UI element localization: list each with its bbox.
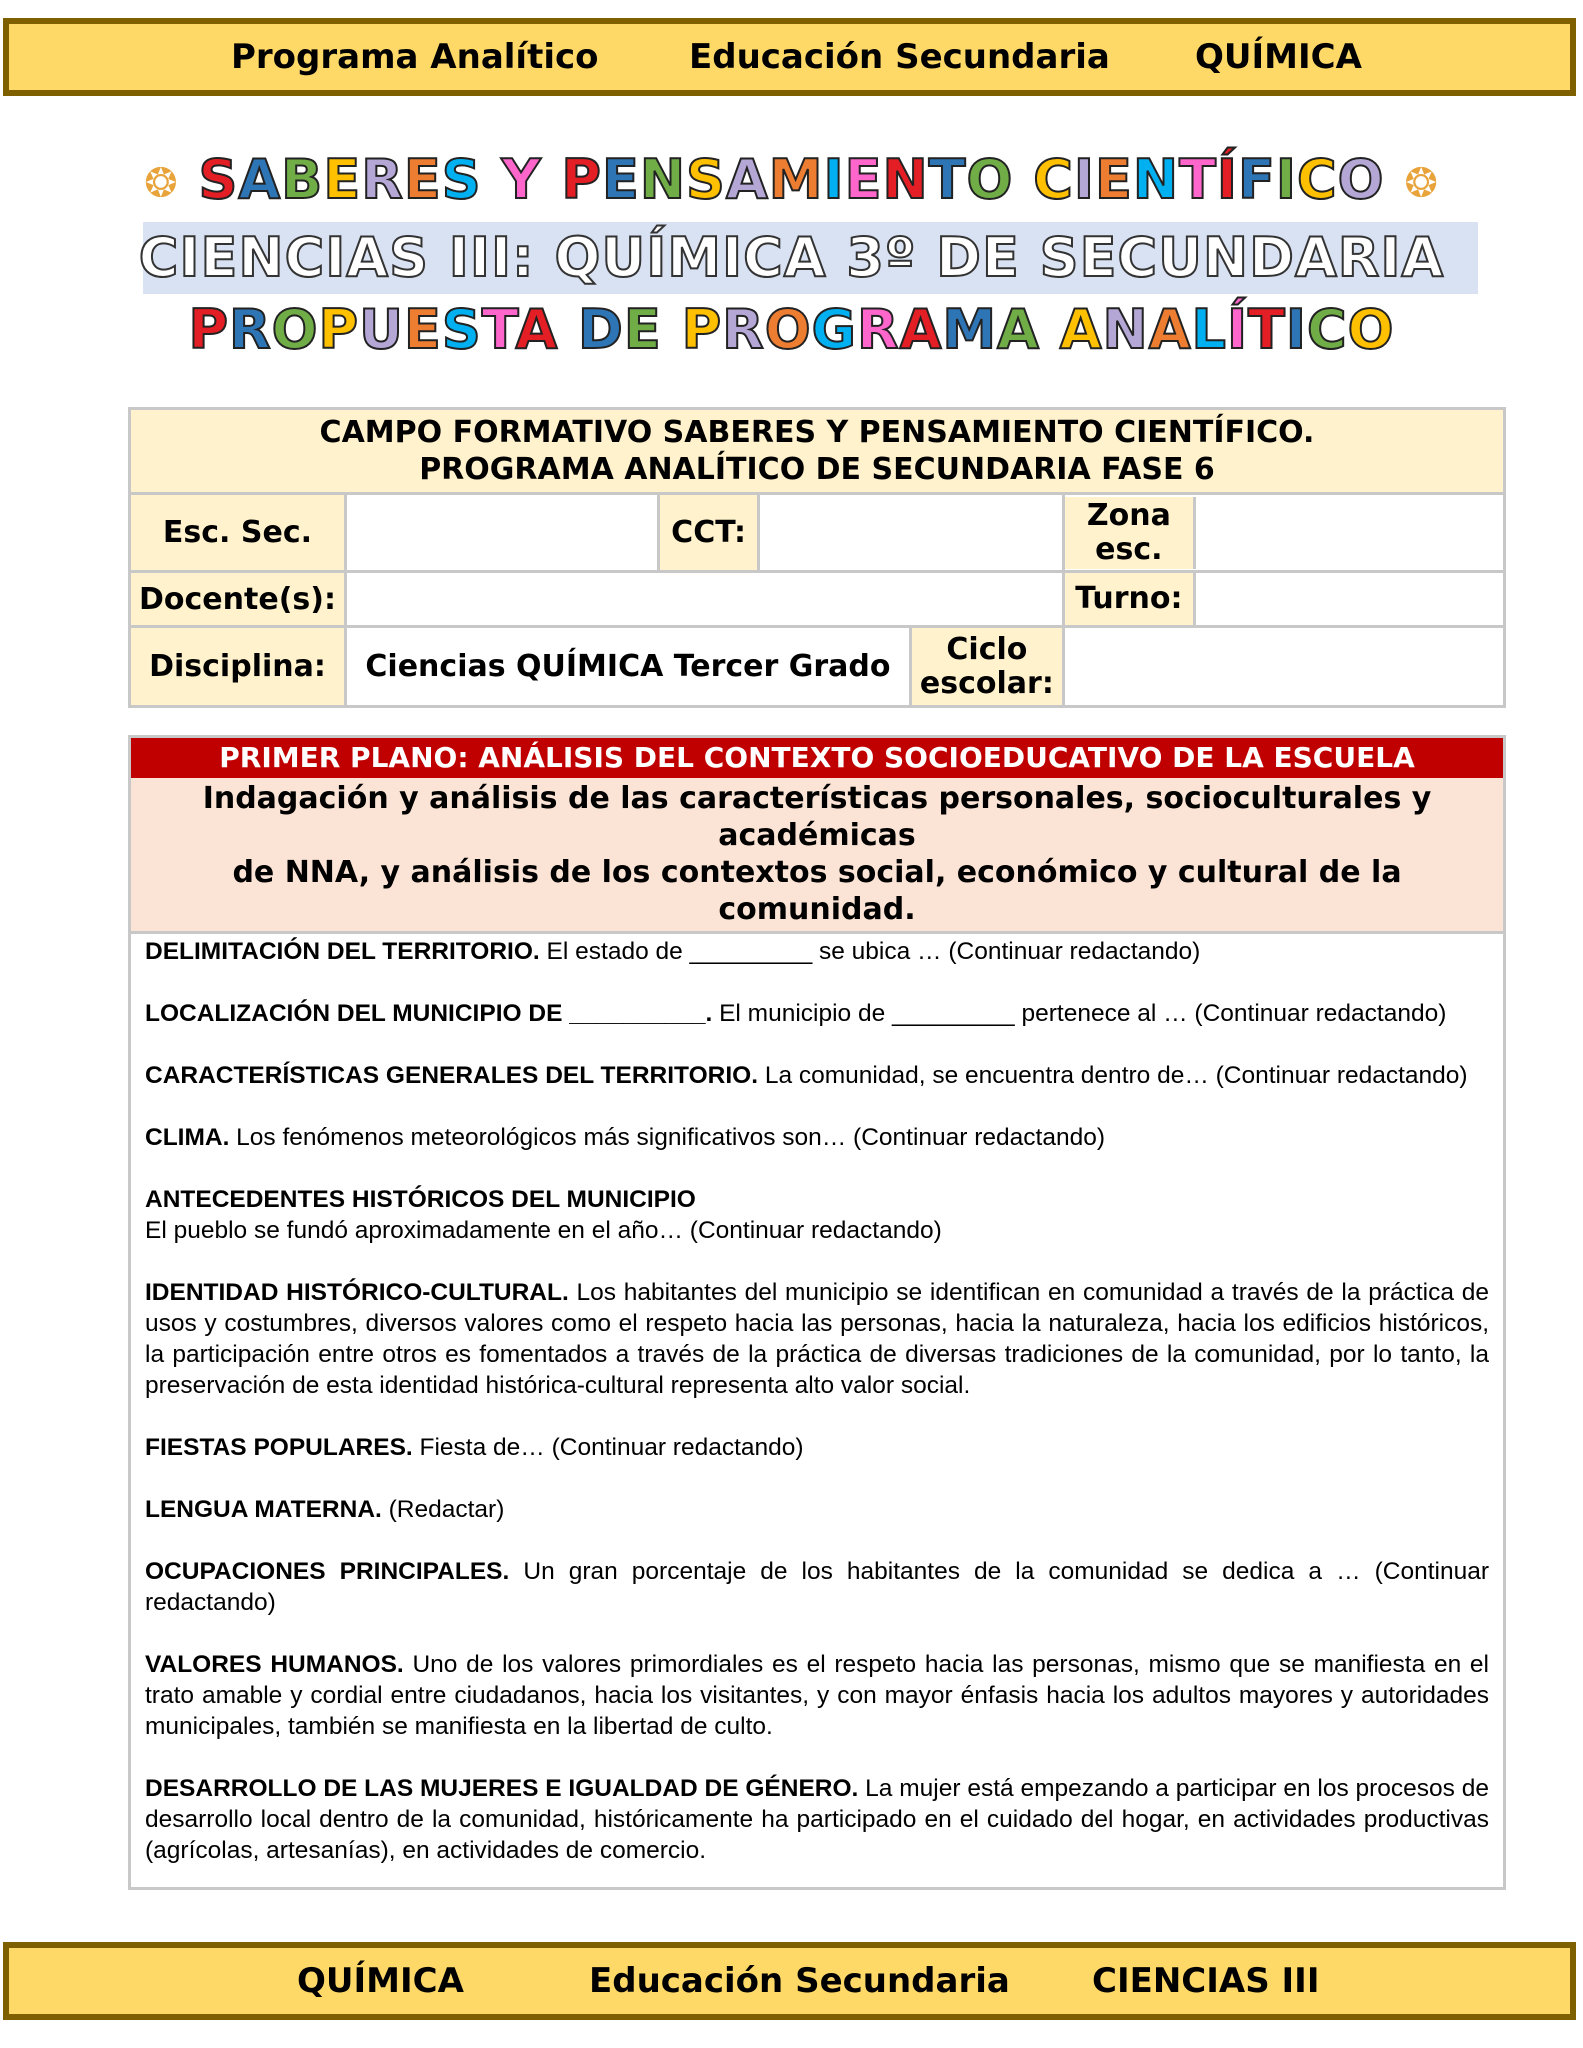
section-text: Un gran porcentaje de los habitantes de la comunidad se dedica a … (Continuar redactando) <box>145 1558 1489 1616</box>
title-letter: A <box>238 148 282 211</box>
title-letter <box>542 148 562 211</box>
title-letter: P <box>681 298 723 361</box>
section-desarrollo-mujeres <box>145 1773 1489 1866</box>
title-letter: A <box>725 148 769 211</box>
title-letter: I <box>1275 148 1297 211</box>
turno-cell <box>1063 572 1504 627</box>
title-letter: D <box>578 298 624 361</box>
title-letter <box>662 298 682 361</box>
title-letter: E <box>844 148 883 211</box>
title-letter: C <box>1033 148 1074 211</box>
subtitle-line2: de NNA, y análisis de los contextos social, económico y cultural de la comunidad. <box>232 855 1402 927</box>
section-text: Los habitantes del municipio se identifican en comunidad a través de la práctica de usos y costumbres, diversos valores como el respeto hacia las personas, hacia la naturaleza, hacia los edificios históricos, la participación entre otros es fomentados a través de la práctica de diversas tradiciones de la comunidad, por lo tanto, la preservación de esta identidad histórica-cultural representa alto valor social. <box>145 1279 1489 1399</box>
esc-sec-label: Esc. Sec. <box>130 494 346 572</box>
section-ocupaciones <box>145 1556 1489 1618</box>
title-letter: P <box>561 148 602 211</box>
section-text: Fiesta de… (Continuar redactando) <box>412 1434 804 1461</box>
section-lengua <box>145 1494 1489 1525</box>
section-heading: LENGUA MATERNA. <box>145 1496 382 1523</box>
title-letter: P <box>188 298 230 361</box>
title-saberes <box>0 148 1583 211</box>
sun-ornament-icon: ❂ <box>1404 160 1439 207</box>
section-caracteristicas <box>145 1060 1489 1091</box>
section-fiestas <box>145 1432 1489 1463</box>
zona-label-line2: esc. <box>1095 531 1163 567</box>
header-banner <box>3 18 1576 96</box>
info-heading-line1: CAMPO FORMATIVO SABERES Y PENSAMIENTO CIENTÍFICO. <box>319 415 1315 450</box>
section-heading: CLIMA. <box>145 1124 230 1151</box>
section-heading: DESARROLLO DE LAS MUJERES E IGUALDAD DE GÉNERO. <box>145 1775 859 1802</box>
title-letter: O <box>966 148 1014 211</box>
disciplina-label: Disciplina: <box>130 627 346 707</box>
title-letter: N <box>1132 148 1180 211</box>
turno-field[interactable] <box>1196 573 1503 625</box>
title-letter: T <box>1248 298 1286 361</box>
section-valores <box>145 1649 1489 1742</box>
title-letter: E <box>601 148 640 211</box>
title-letter: A <box>997 298 1040 361</box>
esc-sec-field[interactable] <box>345 494 658 572</box>
title-letter: C <box>1296 148 1338 211</box>
title-letter: N <box>1102 298 1149 361</box>
school-info-table <box>128 407 1506 708</box>
title-letter: S <box>441 298 482 361</box>
primer-plano-section <box>128 735 1506 1890</box>
title-propuesta <box>0 298 1583 361</box>
title-letter <box>558 298 578 361</box>
section-text: Uno de los valores primordiales es el respeto hacia las personas, mismo que se manifiesta en el trato amable y cordial entre ciudadanos, hacia los visitantes, y con mayor énfasis hacia los adultos mayores y autoridades municipales, también se manifiesta en la libertad de culto. <box>145 1651 1489 1740</box>
title-letter <box>482 148 502 211</box>
section-text: La mujer está empezando a participar en los procesos de desarrollo local dentro de la comunidad, históricamente ha participado en el cuidado del hogar, en actividades productivas (agrícolas, artesanías), en actividades de comercio. <box>145 1775 1489 1864</box>
title-letter: A <box>899 298 943 361</box>
section-antecedentes <box>145 1184 1489 1246</box>
footer-subject-label: QUÍMICA <box>297 1961 464 2001</box>
title-letter: A <box>515 298 559 361</box>
title-letter: T <box>1179 148 1217 211</box>
title-letter: E <box>403 148 442 211</box>
title-letter: P <box>318 298 360 361</box>
section-identidad <box>145 1277 1489 1401</box>
docente-label: Docente(s): <box>130 572 346 627</box>
section-text: El municipio de _________ pertenece al … (Continuar redactando) <box>712 1000 1447 1027</box>
turno-label: Turno: <box>1065 573 1196 625</box>
footer-course-label: CIENCIAS III <box>1092 1961 1320 2001</box>
title-letter: N <box>639 148 687 211</box>
primer-plano-subtitle <box>131 778 1503 934</box>
title-saberes-text <box>198 148 1384 211</box>
section-heading: DELIMITACIÓN DEL TERRITORIO. <box>145 938 540 965</box>
title-letter: R <box>856 298 900 361</box>
title-letter: Í <box>1216 148 1238 211</box>
title-letter: T <box>481 298 516 361</box>
ciclo-label <box>910 627 1063 707</box>
title-letter: S <box>198 148 239 211</box>
title-letter: A <box>1148 298 1192 361</box>
footer-level-label: Educación Secundaria <box>589 1961 1010 2001</box>
title-propuesta-text <box>188 298 1394 361</box>
title-letter: M <box>768 148 824 211</box>
title-letter: A <box>1059 298 1103 361</box>
title-letter: L <box>1191 298 1227 361</box>
title-letter: O <box>1347 298 1395 361</box>
disciplina-value: Ciencias QUÍMICA Tercer Grado <box>345 627 910 707</box>
primer-plano-body <box>131 934 1503 1866</box>
header-level-label: Educación Secundaria <box>689 37 1110 77</box>
title-letter: Y <box>501 148 542 211</box>
section-text: La comunidad, se encuentra dentro de… (Continuar redactando) <box>758 1062 1468 1089</box>
section-heading: OCUPACIONES PRINCIPALES. <box>145 1558 510 1585</box>
title-letter: E <box>1094 148 1133 211</box>
title-letter: I <box>1285 298 1307 361</box>
title-letter: R <box>722 298 765 361</box>
section-heading: LOCALIZACIÓN DEL MUNICIPIO DE __________. <box>145 1000 713 1027</box>
cct-label: CCT: <box>659 494 759 572</box>
title-letter: Í <box>1226 298 1249 361</box>
title-letter: S <box>686 148 726 211</box>
title-letter: E <box>403 298 442 361</box>
title-letter: F <box>1238 148 1276 211</box>
section-delimitacion <box>145 936 1489 967</box>
section-clima <box>145 1122 1489 1153</box>
section-localizacion <box>145 998 1489 1029</box>
title-letter: I <box>823 148 845 211</box>
docente-field[interactable] <box>345 572 1063 627</box>
section-heading: FIESTAS POPULARES. <box>145 1434 413 1461</box>
zona-cell <box>1063 494 1504 572</box>
ciclo-label-line1: Ciclo <box>946 631 1028 667</box>
title-letter: R <box>229 298 272 361</box>
title-letter: E <box>323 148 362 211</box>
title-letter <box>1013 148 1033 211</box>
title-letter: B <box>281 148 324 211</box>
section-heading: ANTECEDENTES HISTÓRICOS DEL MUNICIPIO <box>145 1186 696 1213</box>
primer-plano-title: PRIMER PLANO: ANÁLISIS DEL CONTEXTO SOCIOEDUCATIVO DE LA ESCUELA <box>131 738 1503 778</box>
info-table-heading <box>130 409 1505 494</box>
title-ciencias: CIENCIAS III: QUÍMICA 3º DE SECUNDARIA <box>138 226 1445 289</box>
title-letter: O <box>764 298 812 361</box>
sun-ornament-icon: ❂ <box>144 160 179 207</box>
title-letter: N <box>882 148 929 211</box>
ciclo-label-line2: escolar: <box>919 665 1054 701</box>
info-heading-line2: PROGRAMA ANALÍTICO DE SECUNDARIA FASE 6 <box>419 452 1215 487</box>
title-letter: U <box>359 298 404 361</box>
section-text: (Redactar) <box>381 1496 505 1523</box>
title-letter: C <box>1306 298 1348 361</box>
header-subject-label: QUÍMICA <box>1195 37 1362 77</box>
header-program-label: Programa Analítico <box>231 37 599 77</box>
title-letter: E <box>623 298 662 361</box>
title-letter: O <box>271 298 319 361</box>
subtitle-line1: Indagación y análisis de las características personales, socioculturales y académicas <box>202 781 1432 853</box>
section-text: El estado de _________ se ubica … (Continuar redactando) <box>539 938 1201 965</box>
title-letter: G <box>811 298 857 361</box>
title-letter: T <box>928 148 967 211</box>
title-letter <box>1040 298 1060 361</box>
zona-label-line1: Zona <box>1086 497 1171 533</box>
title-letter: I <box>1073 148 1095 211</box>
zona-label <box>1065 497 1196 569</box>
title-letter: M <box>942 298 998 361</box>
title-letter: R <box>361 148 404 211</box>
title-letter: O <box>1337 148 1385 211</box>
section-text: El pueblo se fundó aproximadamente en el año… (Continuar redactando) <box>145 1217 942 1244</box>
cct-field[interactable] <box>758 494 1063 572</box>
section-heading: IDENTIDAD HISTÓRICO-CULTURAL. <box>145 1279 569 1306</box>
section-heading: CARACTERÍSTICAS GENERALES DEL TERRITORIO. <box>145 1062 759 1089</box>
footer-banner <box>3 1942 1576 2020</box>
section-text: Los fenómenos meteorológicos más significativos son… (Continuar redactando) <box>229 1124 1106 1151</box>
zona-field[interactable] <box>1196 497 1503 569</box>
section-heading: VALORES HUMANOS. <box>145 1651 404 1678</box>
title-letter: S <box>441 148 482 211</box>
ciclo-field[interactable] <box>1063 627 1504 707</box>
